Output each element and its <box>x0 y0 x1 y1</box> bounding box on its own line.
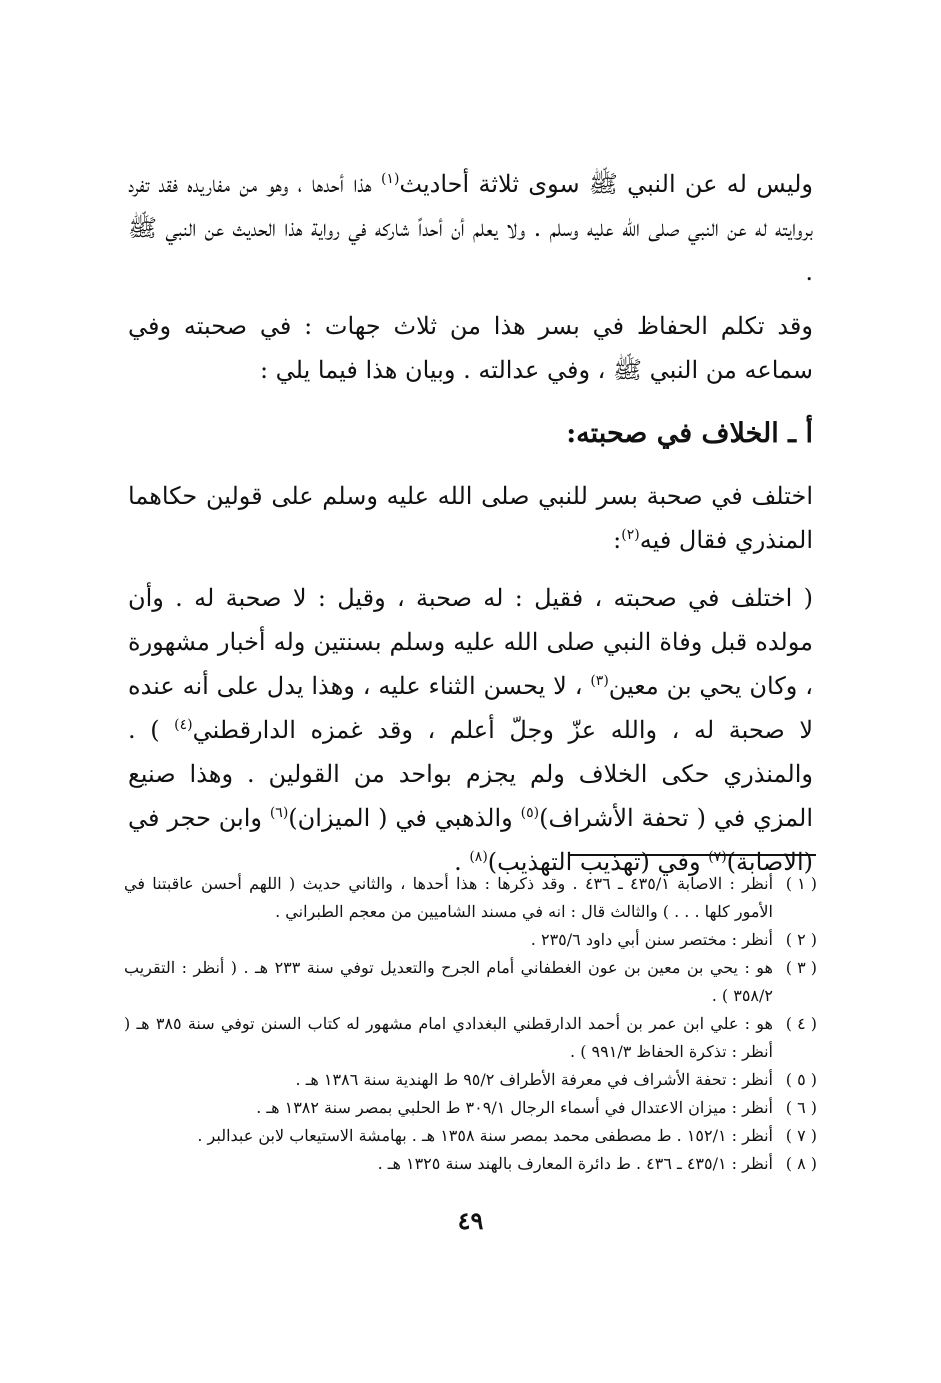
footnotes-list <box>124 870 817 1178</box>
footnote-item <box>124 1066 817 1094</box>
footnote-number: ( ١ ) <box>785 874 817 893</box>
footnote-text: هو : علي ابن عمر بن أحمد الدارقطني البغدادي امام مشهور له كتاب السنن توفي سنة ٣٨٥ هـ ( أنظر : تذكرة الحفاظ ٩٩١/٣ ) . <box>124 1014 773 1061</box>
paragraph-intro: وليس له عن النبي ﷺ سوى ثلاثة أحاديث$^{(١)}$ هذا أحدها ، وهو من مفاريده فقد تفرد بروايته له عن النبي صلى الله عليه وسلم . ولا يعلم أن أحداً شاركه في رواية هذا الحديث عن النبي ﷺ . <box>128 170 814 286</box>
footnote-item <box>124 954 817 1010</box>
page-number: ٤٩ <box>457 1206 484 1235</box>
footnote-number: ( ٥ ) <box>785 1070 817 1089</box>
footnote-number: ( ٣ ) <box>785 958 817 977</box>
footnote-text: أنظر : ميزان الاعتدال في أسماء الرجال ٣٠٩/١ ط الحلبي بمصر سنة ١٣٨٢ هـ . <box>256 1098 773 1117</box>
paragraph-aspects: وقد تكلم الحفاظ في بسر هذا من ثلاث جهات : في صحبته وفي سماعه من النبي ﷺ ، وفي عدالته . وبيان هذا فيما يلي : <box>128 312 813 384</box>
footnote-item <box>124 926 817 954</box>
footnote-ref-6: (٦) <box>269 805 289 821</box>
paragraph-disagreement: اختلف في صحبة بسر للنبي صلى الله عليه وسلم على قولين حكاهما المنذري فقال فيه$^{(٢)}$: <box>128 482 813 554</box>
paragraph-quote: ( اختلف في صحبته ، فقيل : له صحبة ، وقيل : لا صحبة له . وأن مولده قبل وفاة النبي صلى الله عليه وسلم بسنتين وله أخبار مشهورة ، وكان يحي بن معين$^{(٣)}$ ، لا يحسن الثناء عليه ، وهذا يدل على أنه عنده لا صحبة له ، والله عزّ وجلّ أعلم ، وقد غمزه الدارقطني$^{(٤)}$ ) . والمنذري حكى الخلاف ولم يجزم بواحد من القولين . وهذا صنيع المزي في ( تحفة الأشراف)$^{(٥)}$ والذهبي في ( الميزان)$^{(٦)}$ وابن حجر في (الاصابة)$^{(٧)}$ وفي (تهذيب التهذيب)$^{(٨)}$ . <box>128 584 814 876</box>
footnote-number: ( ٨ ) <box>785 1154 817 1173</box>
footnote-ref-2: (٢) <box>621 527 640 543</box>
footnote-item <box>124 870 817 926</box>
footnote-ref-8: (٨) <box>469 849 488 865</box>
footnote-text: أنظر : الاصابة ٤٣٥/١ ـ ٤٣٦ . وقد ذكرها : هذا أحدها ، والثاني حديث ( اللهم أحسن عاقبتنا في الأمور كلها . . . ) والثالث قال : انه في مسند الشاميين من معجم الطبراني . <box>124 874 774 921</box>
footnote-text: أنظر : ١٥٢/١ . ط مصطفى محمد بمصر سنة ١٣٥٨ هـ . بهامشة الاستيعاب لابن عبدالبر . <box>197 1126 773 1145</box>
footnote-text: أنظر : تحفة الأشراف في معرفة الأطراف ٩٥/٢ ط الهندية سنة ١٣٨٦ هـ . <box>295 1070 773 1089</box>
footnote-number: ( ٧ ) <box>785 1126 817 1145</box>
footnote-item <box>124 1122 817 1150</box>
footnote-text: أنظر : ٤٣٥/١ ـ ٤٣٦ . ط دائرة المعارف بالهند سنة ١٣٢٥ هـ . <box>377 1154 773 1173</box>
footnote-item <box>124 1010 817 1066</box>
footnote-item <box>124 1094 817 1122</box>
footnote-number: ( ٢ ) <box>785 930 817 949</box>
footnote-ref-4: (٤) <box>174 717 193 733</box>
footnote-ref-1: (١) <box>380 171 400 187</box>
footnote-text: أنظر : مختصر سنن أبي داود ٢٣٥/٦ . <box>530 930 773 949</box>
footnote-text: هو : يحي بن معين بن عون الغطفاني أمام الجرح والتعديل توفي سنة ٢٣٣ هـ . ( أنظر : التقريب ٣٥٨/٢ ) . <box>124 958 773 1005</box>
footnote-ref-7: (٧) <box>708 849 727 865</box>
footnote-number: ( ٦ ) <box>785 1098 817 1117</box>
footnote-number: ( ٤ ) <box>785 1014 817 1033</box>
footnote-item <box>124 1150 817 1178</box>
section-heading: أ ـ الخلاف في صحبته: <box>566 418 813 449</box>
footnote-ref-5: (٥) <box>520 805 540 821</box>
footnote-divider <box>568 854 816 856</box>
footnote-ref-3: (٣) <box>590 673 609 689</box>
